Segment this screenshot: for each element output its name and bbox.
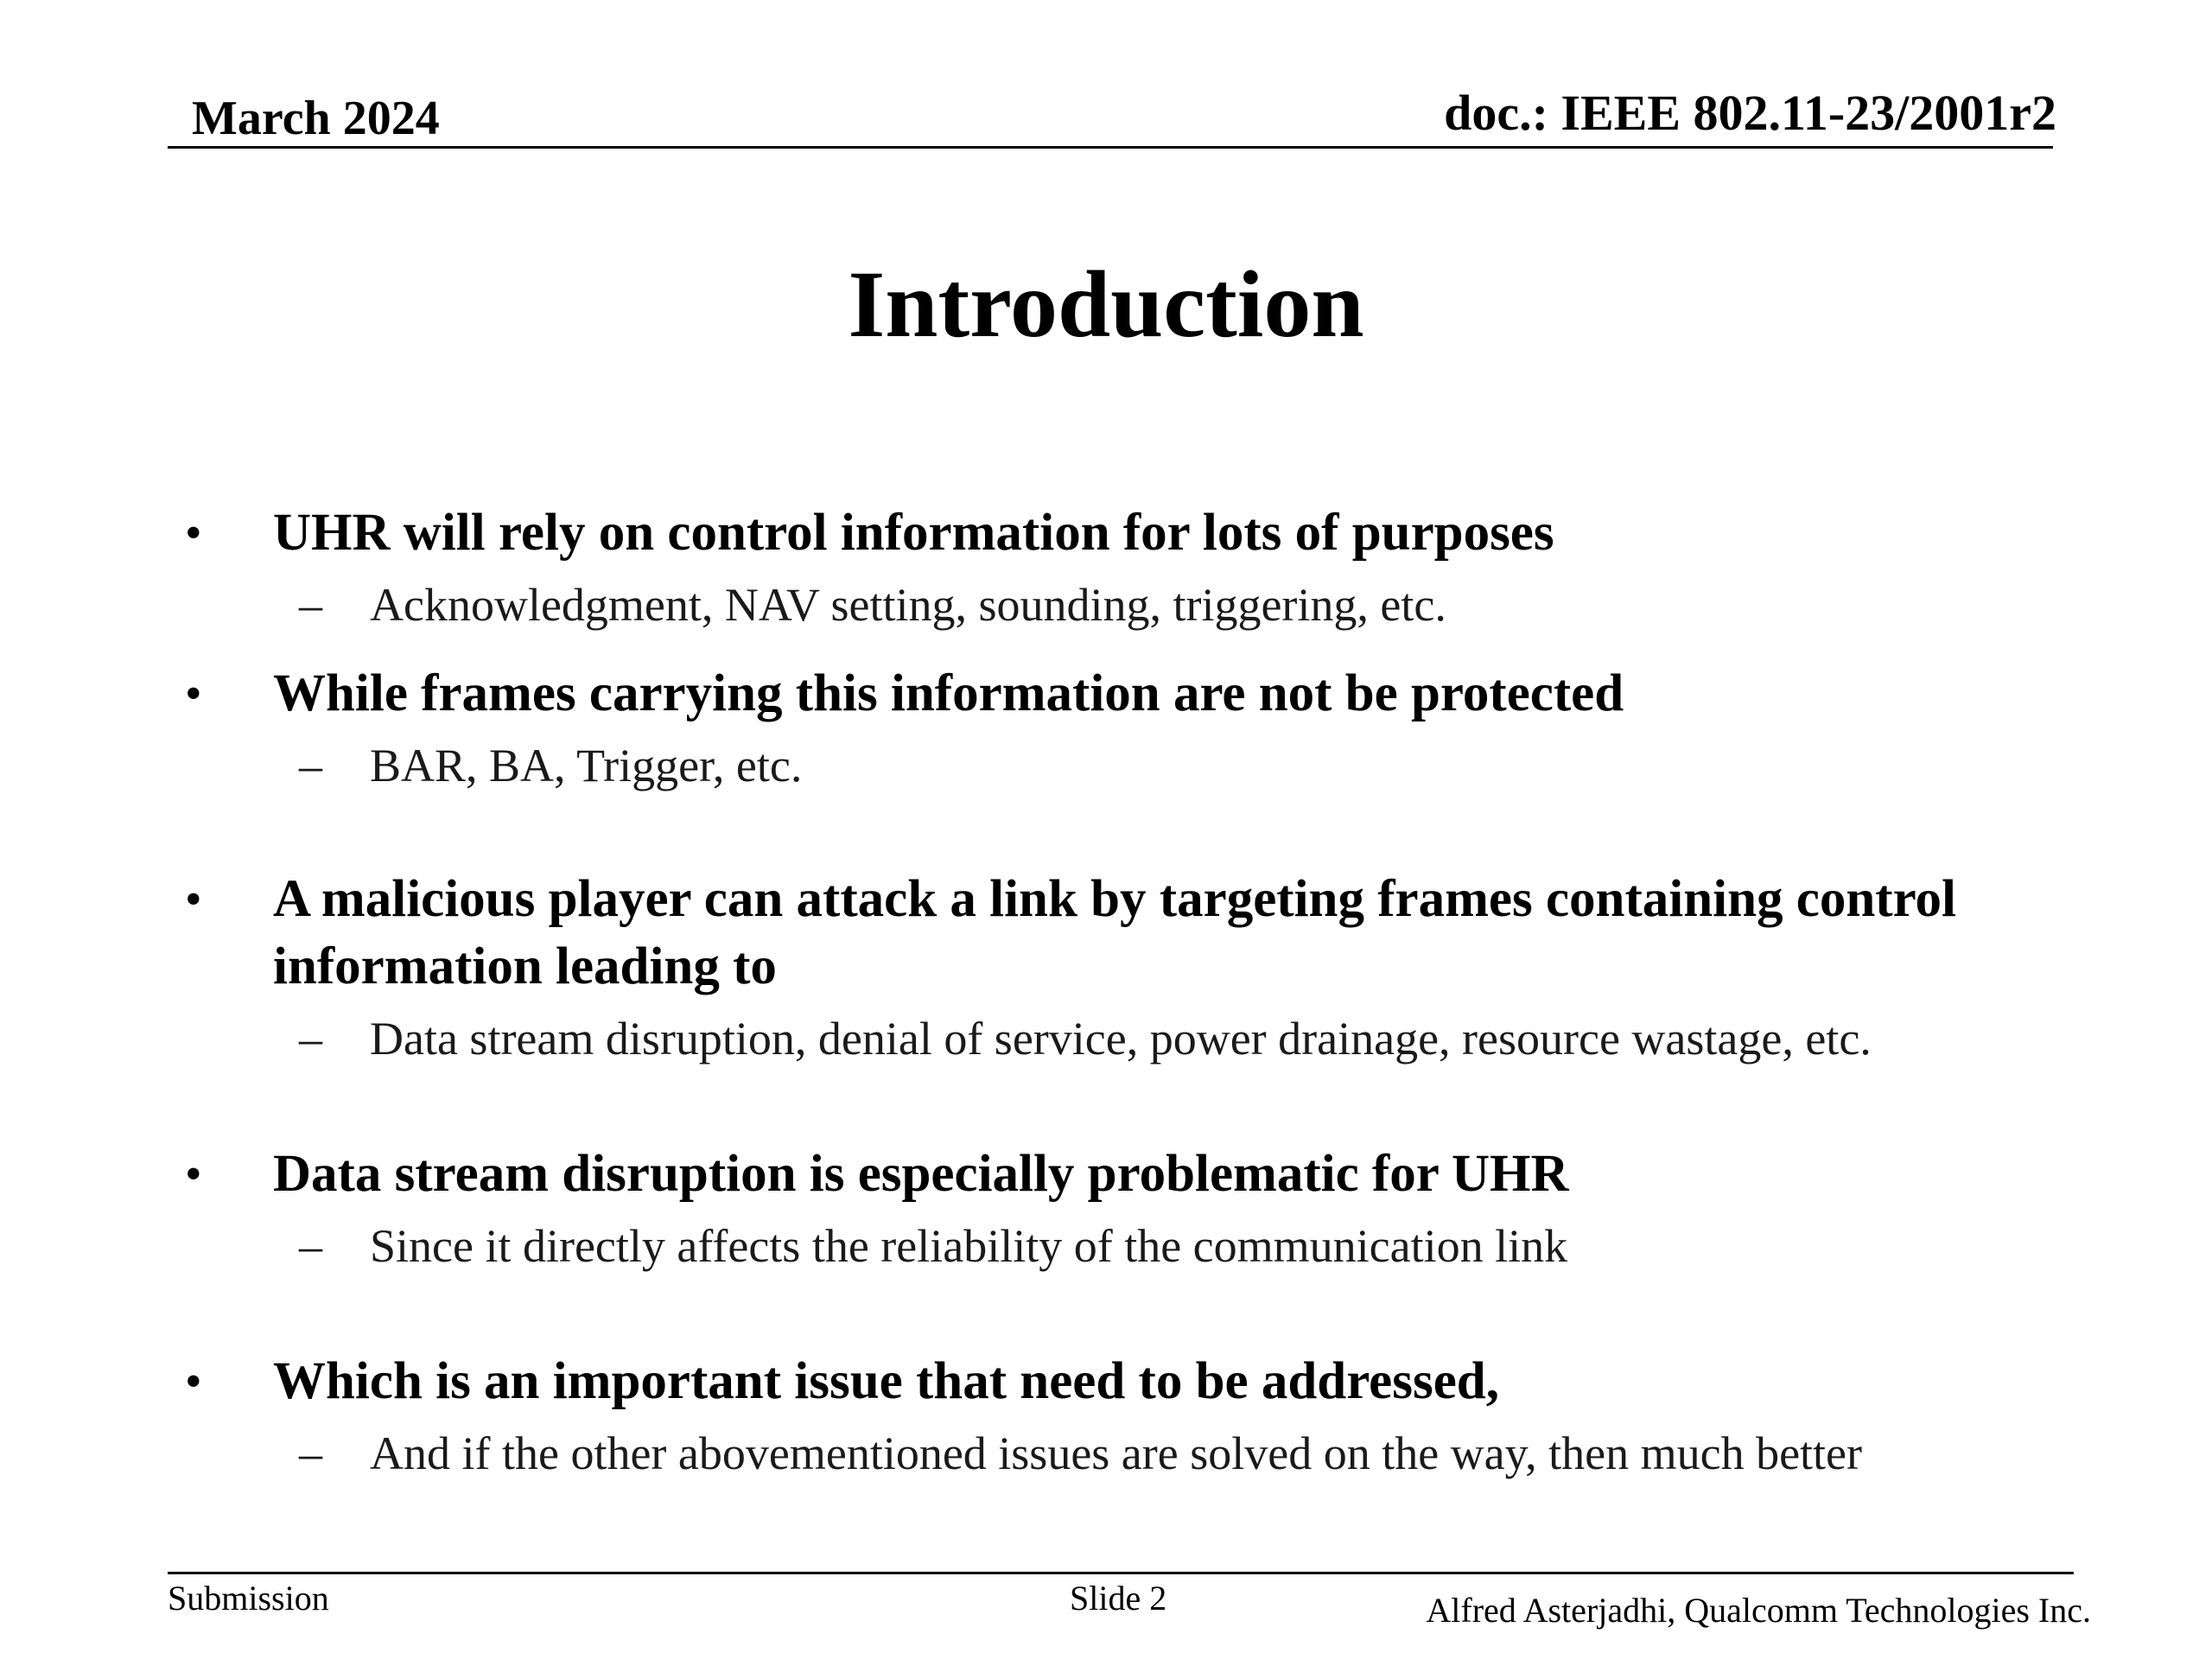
sub-bullet-text: Acknowledgment, NAV setting, sounding, triggering, etc.	[370, 579, 1446, 631]
sub-bullet-marker: –	[299, 1013, 322, 1065]
footer-divider	[168, 1572, 2074, 1574]
bullet-text: Which is an important issue that need to be addressed,	[273, 1352, 1499, 1410]
bullet-group	[185, 499, 2069, 636]
bullet-group	[185, 660, 2069, 797]
bullet-marker: •	[185, 1147, 202, 1201]
sub-bullet-item	[185, 1422, 2069, 1484]
header-divider	[168, 146, 2053, 149]
bullet-text: Data stream disruption is especially problematic for UHR	[273, 1145, 1569, 1203]
sub-bullet-item	[185, 1215, 2069, 1277]
bullet-item	[185, 866, 2069, 1001]
bullet-marker: •	[185, 1355, 202, 1408]
bullet-marker: •	[185, 506, 202, 560]
bullet-item	[185, 1348, 2069, 1415]
sub-bullet-text: BAR, BA, Trigger, etc.	[370, 740, 803, 791]
sub-bullet-marker: –	[299, 740, 322, 791]
footer-submission: Submission	[168, 1579, 329, 1618]
bullet-item	[185, 660, 2069, 728]
sub-bullet-text: Since it directly affects the reliability of the communication link	[370, 1220, 1568, 1272]
sub-bullet-item	[185, 574, 2069, 636]
sub-bullet-text: Data stream disruption, denial of service, power drainage, resource wastage, etc.	[370, 1013, 1872, 1065]
footer-author: Alfred Asterjadhi, Qualcomm Technologies Inc.	[1426, 1591, 2091, 1630]
bullet-group	[185, 866, 2069, 1070]
bullet-text: While frames carrying this information are not be protected	[273, 664, 1624, 722]
header-doc-id: doc.: IEEE 802.11-23/2001r2	[1444, 85, 2056, 141]
bullet-group	[185, 1141, 2069, 1277]
sub-bullet-marker: –	[299, 579, 322, 631]
sub-bullet-marker: –	[299, 1220, 322, 1272]
header-date: March 2024	[192, 92, 440, 145]
sub-bullet-marker: –	[299, 1427, 322, 1479]
footer-slide-number: Slide 2	[1070, 1579, 1167, 1618]
sub-bullet-text: And if the other abovementioned issues are solved on the way, then much better	[370, 1427, 1862, 1479]
bullet-list	[185, 499, 2069, 1484]
bullet-text: A malicious player can attack a link by targeting frames containing control information leading to	[273, 870, 1957, 995]
slide-title: Introduction	[848, 251, 1364, 357]
bullet-marker: •	[185, 667, 202, 721]
bullet-text: UHR will rely on control information for lots of purposes	[273, 504, 1554, 562]
sub-bullet-item	[185, 1007, 2069, 1070]
bullet-item	[185, 1141, 2069, 1208]
bullet-item	[185, 499, 2069, 567]
sub-bullet-item	[185, 734, 2069, 797]
bullet-group	[185, 1348, 2069, 1484]
bullet-marker: •	[185, 873, 202, 926]
